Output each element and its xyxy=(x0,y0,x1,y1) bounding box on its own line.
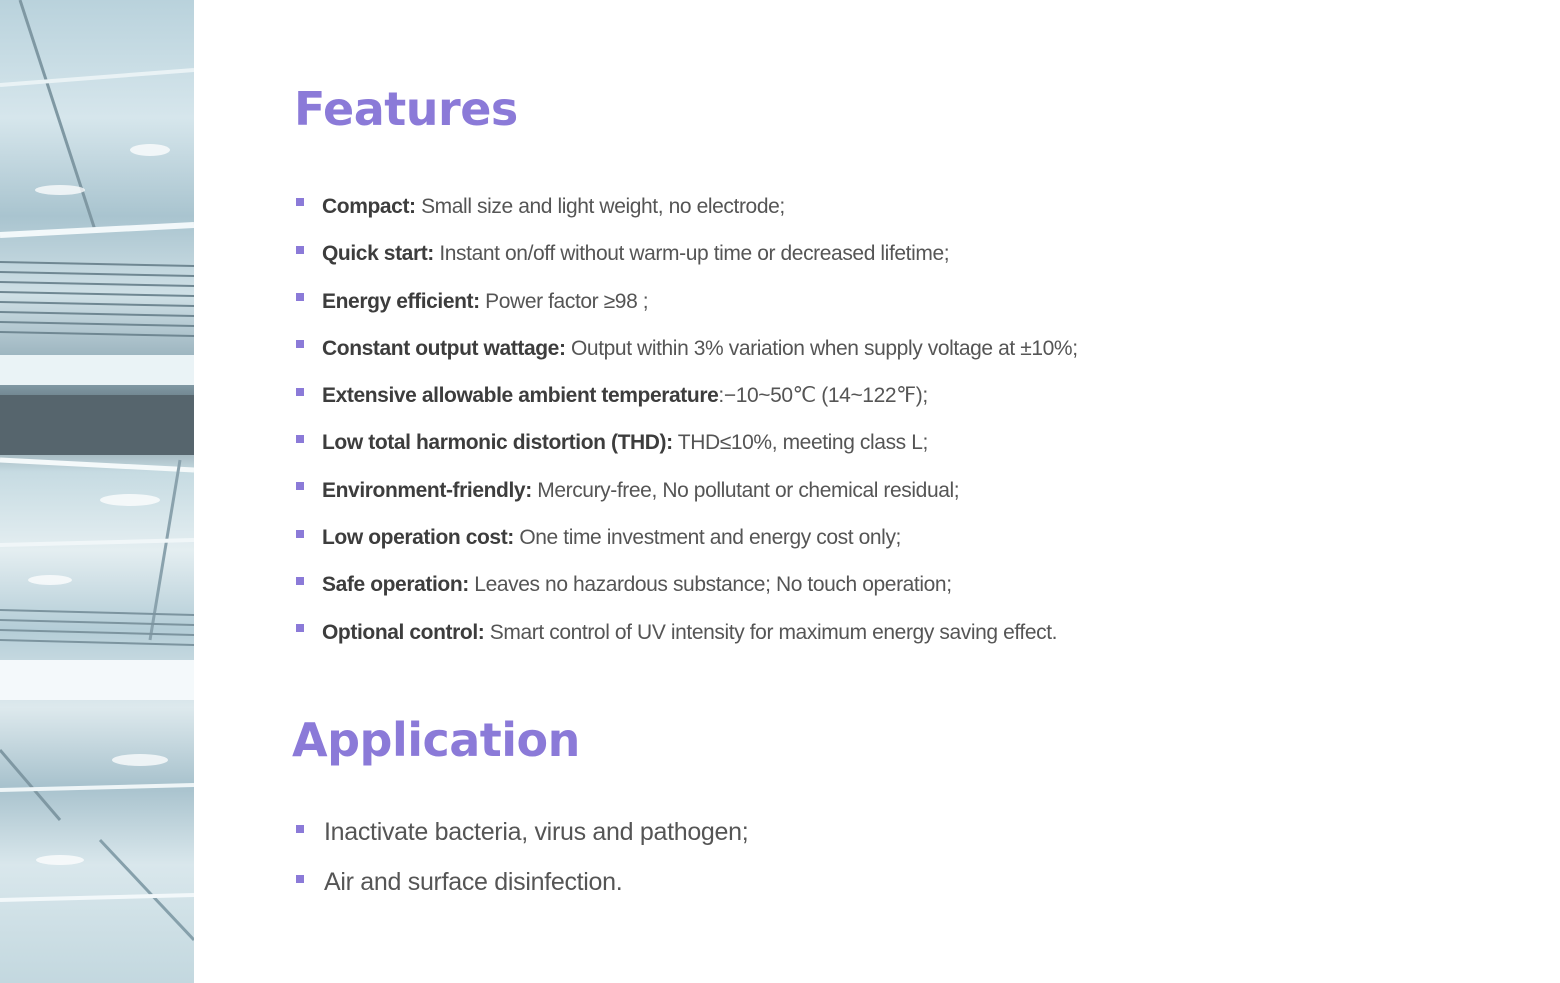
feature-text: :−10~50℃ (14~122℉); xyxy=(718,384,928,408)
feature-text: Power factor ≥98 ; xyxy=(479,289,649,313)
feature-text: Small size and light weight, no electrode; xyxy=(415,195,785,218)
application-title: Application xyxy=(292,713,580,767)
list-item xyxy=(296,521,1078,568)
feature-label: Energy efficient: xyxy=(322,289,480,313)
feature-text: THD≤10%, meeting class L; xyxy=(672,431,928,455)
square-bullet-icon xyxy=(296,198,304,206)
square-bullet-icon xyxy=(296,825,304,833)
feature-text: Mercury-free, No pollutant or chemical residual; xyxy=(531,478,960,502)
square-bullet-icon xyxy=(296,482,304,490)
application-text: Air and surface disinfection. xyxy=(324,868,623,896)
ceiling-lights-photo xyxy=(0,0,194,983)
feature-label: Constant output wattage: xyxy=(322,336,566,360)
application-text: Inactivate bacteria, virus and pathogen; xyxy=(324,818,749,846)
features-title: Features xyxy=(294,82,518,136)
list-item xyxy=(296,285,1078,332)
feature-text: Output within 3% variation when supply voltage at ±10%; xyxy=(565,336,1078,360)
square-bullet-icon xyxy=(296,388,304,396)
list-item xyxy=(296,568,1078,615)
feature-label: Safe operation: xyxy=(322,573,469,597)
feature-label: Environment-friendly: xyxy=(322,478,532,502)
square-bullet-icon xyxy=(296,246,304,254)
list-item xyxy=(296,812,748,862)
square-bullet-icon xyxy=(296,435,304,443)
ceiling-lights-illustration xyxy=(0,0,194,983)
list-item xyxy=(296,237,1078,284)
feature-text: One time investment and energy cost only; xyxy=(513,526,901,550)
feature-text: Leaves no hazardous substance; No touch operation; xyxy=(468,573,952,597)
square-bullet-icon xyxy=(296,875,304,883)
feature-label: Extensive allowable ambient temperature xyxy=(322,384,719,408)
feature-label: Quick start: xyxy=(322,242,434,266)
square-bullet-icon xyxy=(296,577,304,585)
application-list xyxy=(296,812,748,912)
feature-text: Smart control of UV intensity for maximum energy saving effect. xyxy=(484,620,1058,644)
list-item xyxy=(296,332,1078,379)
list-item xyxy=(296,379,1078,426)
square-bullet-icon xyxy=(296,530,304,538)
list-item xyxy=(296,616,1078,663)
list-item xyxy=(296,862,748,912)
feature-label: Optional control: xyxy=(322,620,485,644)
square-bullet-icon xyxy=(296,340,304,348)
list-item xyxy=(296,474,1078,521)
list-item xyxy=(296,190,1078,237)
square-bullet-icon xyxy=(296,624,304,632)
feature-label: Compact: xyxy=(322,195,416,218)
feature-label: Low total harmonic distortion (THD): xyxy=(322,431,673,455)
feature-text: Instant on/off without warm-up time or decreased lifetime; xyxy=(433,242,950,266)
list-item xyxy=(296,426,1078,473)
square-bullet-icon xyxy=(296,293,304,301)
features-list xyxy=(296,190,1078,663)
feature-label: Low operation cost: xyxy=(322,526,514,550)
